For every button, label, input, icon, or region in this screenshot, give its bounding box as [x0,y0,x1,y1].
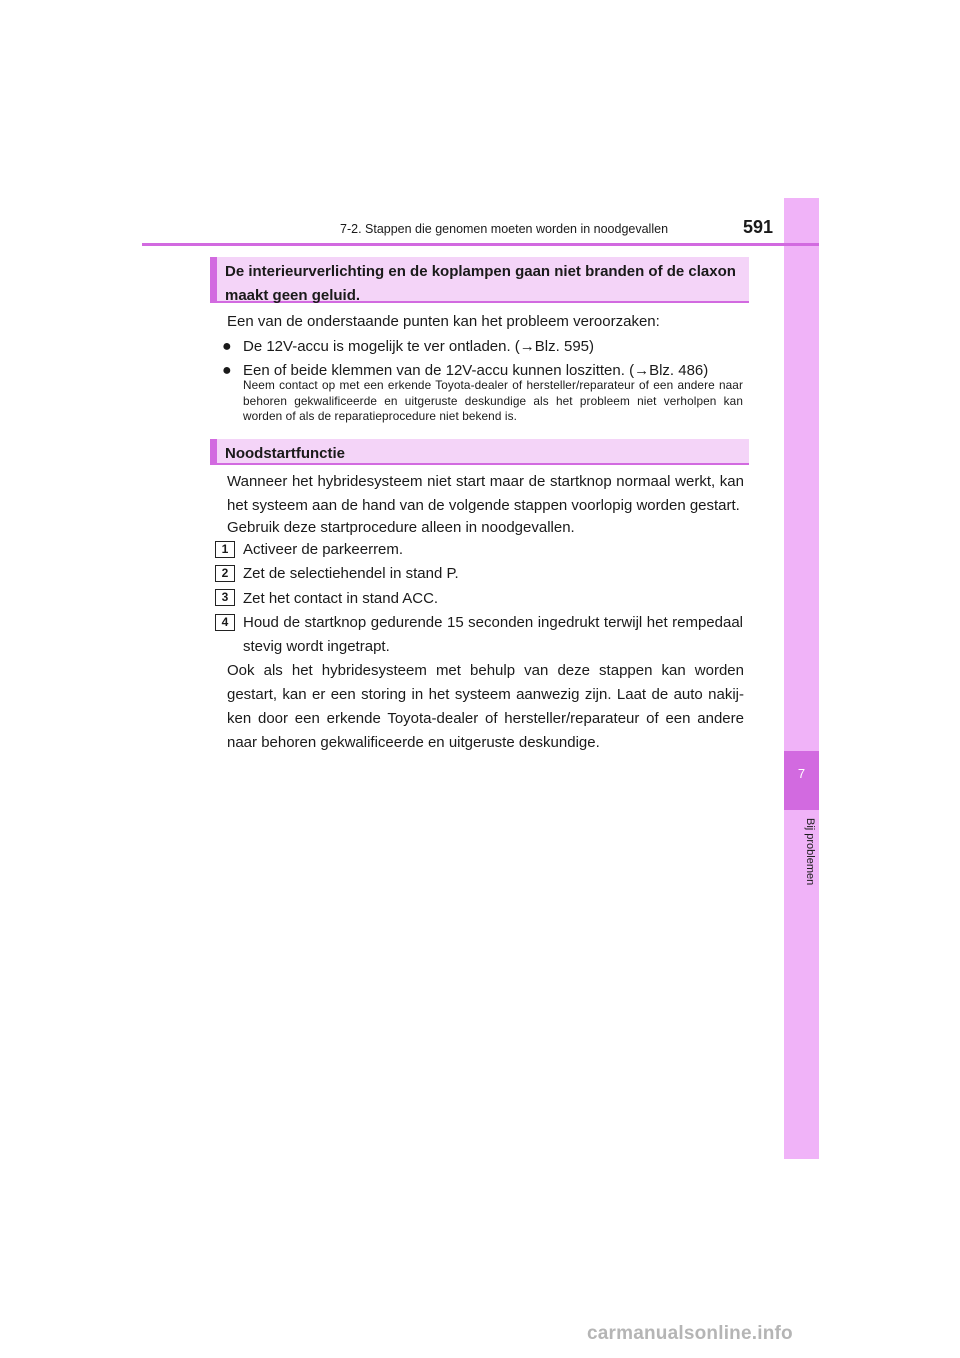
chapter-number: 7 [797,766,806,781]
bullet-item: Een of beide klemmen van de 12V-accu kunnen loszitten. (→Blz. 486) [243,362,709,379]
section2-closing: Ook als het hybridesysteem met behulp van deze stappen kan worden gestart, kan er een storing in het systeem aanwezig zijn. Laat de auto nakijken door een erkende Toyota-dealer of hersteller/reparateur of een andere naar behoren gekwalificeerde en uitgeruste deskundige. [227,662,744,751]
chapter-label: Bij problemen [804,818,816,886]
note-text: Neem contact op met een erkende Toyota-dealer of hersteller/reparateur of een andere naar behoren gekwalificeerde en uitgeruste deskundige als het probleem niet verholpen kan worden of als de reparatieprocedure niet bekend is. [243,378,743,423]
step-number-badge: 1 [215,541,235,558]
section2-intro: Wanneer het hybridesysteem niet start maar de startknop normaal werkt, kan het systeem aan de hand van de volgende stappen voorlopig worden gestart. [227,473,744,514]
step-text: Zet het contact in stand ACC. [243,590,439,607]
step-text: Houd de startknop gedurende 15 seconden ingedrukt terwijl het rempedaal stevig wordt ingetrapt. [243,614,743,655]
chapter-side-tab [784,198,819,1159]
header-rule [142,243,819,246]
watermark: carmanualsonline.info [587,1323,793,1344]
step-text: Activeer de parkeerrem. [243,541,404,558]
section2-usage: Gebruik deze startprocedure alleen in noodgevallen. [227,519,575,536]
step-number-badge: 4 [215,614,235,631]
running-head: 7-2. Stappen die genomen moeten worden in noodgevallen [340,222,669,236]
bullet-item: De 12V-accu is mogelijk te ver ontladen. (→Blz. 595) [243,338,594,355]
section1-intro: Een van de onderstaande punten kan het probleem veroorzaken: [227,313,660,330]
page-number: 591 [743,217,774,237]
section-heading-emergency-start: Noodstartfunctie [210,439,749,465]
step-text: Zet de selectiehendel in stand P. [243,565,459,582]
step-number-badge: 3 [215,589,235,606]
bullet-icon: ● [222,338,232,355]
section-heading-lighting: De interieurverlichting en de koplampen gaan niet branden of de claxon maakt geen geluid. [210,257,749,303]
bullet-icon: ● [222,362,232,379]
step-number-badge: 2 [215,565,235,582]
